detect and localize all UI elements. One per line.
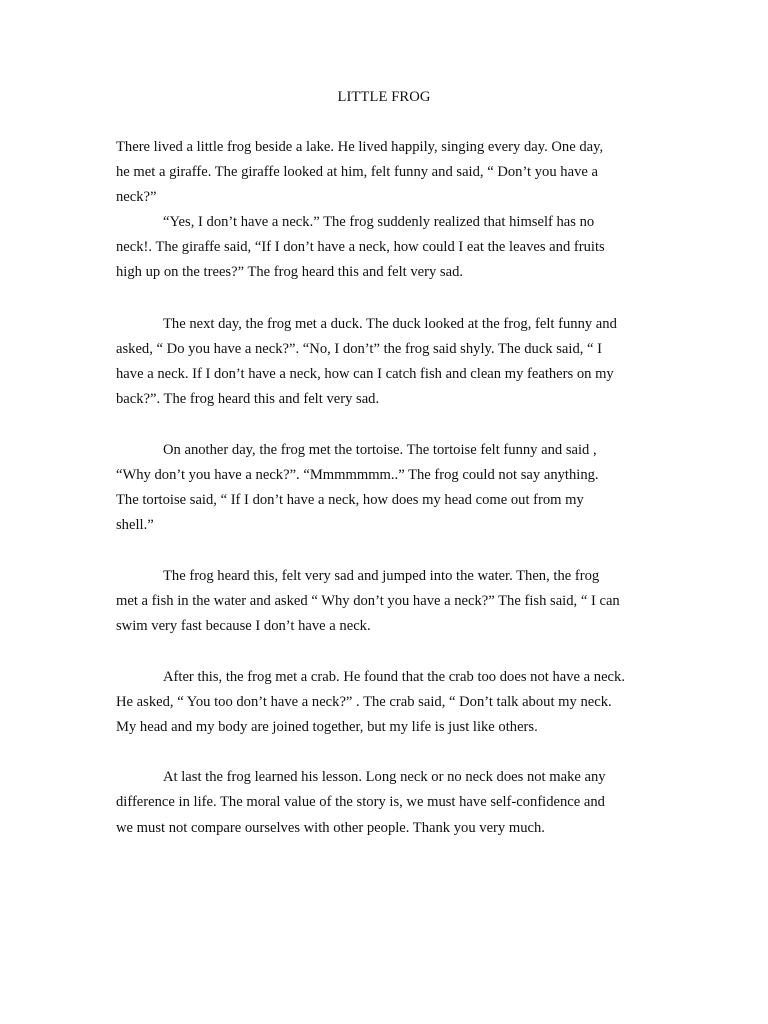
text-line: neck?” — [116, 189, 157, 205]
text-line: met a fish in the water and asked “ Why don’t you have a neck?” The fish said, “ I can — [116, 593, 620, 609]
text-line: swim very fast because I don’t have a neck. — [116, 618, 371, 634]
text-line: My head and my body are joined together, but my life is just like others. — [116, 719, 538, 735]
text-line: “Yes, I don’t have a neck.” The frog suddenly realized that himself has no — [163, 214, 595, 230]
text-line: The next day, the frog met a duck. The duck looked at the frog, felt funny and — [163, 316, 617, 332]
text-line: high up on the trees?” The frog heard this and felt very sad. — [116, 264, 464, 280]
document-title: LITTLE FROG — [337, 89, 431, 105]
text-line: The frog heard this, felt very sad and jumped into the water. Then, the frog — [163, 568, 600, 584]
text-line: He asked, “ You too don’t have a neck?” . The crab said, “ Don’t talk about my neck. — [116, 694, 612, 710]
text-line: The tortoise said, “ If I don’t have a neck, how does my head come out from my — [116, 492, 584, 508]
text-line: we must not compare ourselves with other people. Thank you very much. — [116, 820, 545, 836]
text-line: have a neck. If I don’t have a neck, how can I catch fish and clean my feathers on my — [116, 366, 614, 382]
text-line: “Why don’t you have a neck?”. “Mmmmmmm..” The frog could not say anything. — [116, 467, 599, 483]
text-line: back?”. The frog heard this and felt very sad. — [116, 391, 380, 407]
text-line: shell.” — [116, 517, 154, 533]
text-line: On another day, the frog met the tortoise. The tortoise felt funny and said , — [163, 442, 597, 458]
text-line: At last the frog learned his lesson. Long neck or no neck does not make any — [163, 769, 606, 785]
text-line: asked, “ Do you have a neck?”. “No, I don’t” the frog said shyly. The duck said, “ I — [116, 341, 603, 357]
text-line: After this, the frog met a crab. He found that the crab too does not have a neck. — [163, 669, 625, 685]
text-line: There lived a little frog beside a lake. He lived happily, singing every day. One day, — [116, 139, 604, 155]
text-line: difference in life. The moral value of the story is, we must have self-confidence and — [116, 794, 605, 810]
text-line: he met a giraffe. The giraffe looked at him, felt funny and said, “ Don’t you have a — [116, 164, 598, 180]
text-line: neck!. The giraffe said, “If I don’t have a neck, how could I eat the leaves and fruits — [116, 239, 605, 255]
